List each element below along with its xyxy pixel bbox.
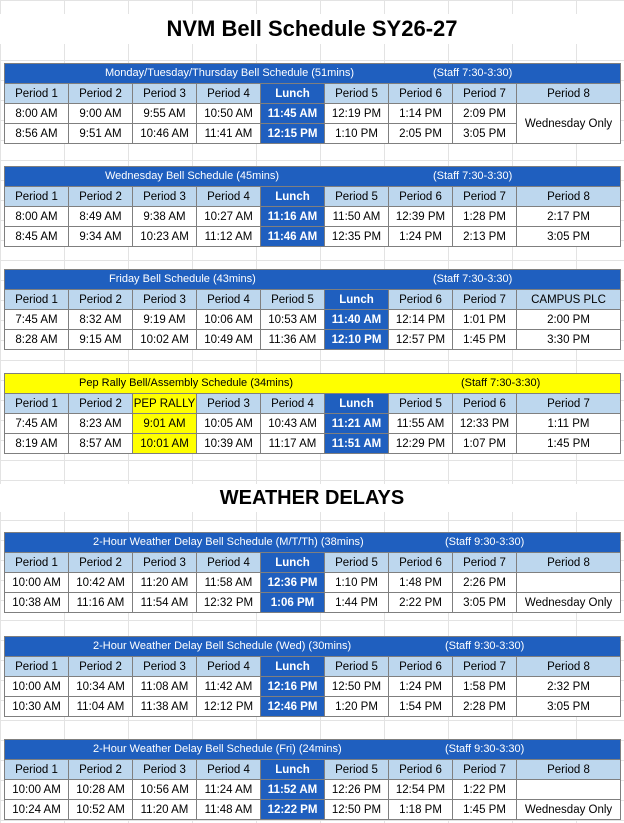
start-time-row [5,677,621,697]
start-time-row [5,414,621,434]
time-cell: 1:14 PM [389,104,453,124]
pep-rally-header: PEP RALLY [133,394,197,414]
time-cell: 10:49 AM [197,330,261,350]
time-cell: 11:36 AM [261,330,325,350]
time-cell: 9:15 AM [69,330,133,350]
time-cell: 1:01 PM [453,310,517,330]
end-time-row [5,330,621,350]
schedule-header-row [5,637,621,657]
time-cell: 9:00 AM [69,104,133,124]
time-cell: 10:53 AM [261,310,325,330]
schedule-header-row [5,533,621,553]
schedule-header [5,270,621,290]
period-header: Period 6 [389,657,453,677]
time-cell: 10:52 AM [69,800,133,820]
staff-hours: (Staff 9:30-3:30) [445,536,525,548]
time-cell: 1:20 PM [325,697,389,717]
staff-hours: (Staff 7:30-3:30) [433,170,513,182]
period-header: Period 2 [69,290,133,310]
schedule-header-row [5,270,621,290]
schedule-header [5,637,621,657]
time-cell: 11:50 AM [325,207,389,227]
time-cell: 11:08 AM [133,677,197,697]
bell-schedule-table [4,166,621,247]
time-cell: 2:28 PM [453,697,517,717]
period-header: Period 2 [69,187,133,207]
time-cell: 7:45 AM [5,310,69,330]
time-cell: 9:34 AM [69,227,133,247]
lunch-header: Lunch [261,84,325,104]
time-cell: 10:30 AM [5,697,69,717]
period-header-row [5,657,621,677]
lunch-time-cell: 12:36 PM [261,573,325,593]
time-cell: 1:22 PM [453,780,517,800]
time-cell: 10:28 AM [69,780,133,800]
period-header: Period 6 [453,394,517,414]
time-cell: 1:28 PM [453,207,517,227]
lunch-time-cell: 11:52 AM [261,780,325,800]
period-header: Period 7 [453,84,517,104]
time-cell: 11:24 AM [197,780,261,800]
lunch-time-cell: 12:15 PM [261,124,325,144]
period-header: Period 8 [517,187,621,207]
bell-schedule-table [4,636,621,717]
time-cell: 12:50 PM [325,800,389,820]
period-header: Period 7 [453,290,517,310]
period-header: Period 4 [197,760,261,780]
period-header: Period 6 [389,84,453,104]
time-cell: 9:01 AM [133,414,197,434]
staff-hours: (Staff 9:30-3:30) [445,640,525,652]
period-header: Period 6 [389,553,453,573]
time-cell: 10:02 AM [133,330,197,350]
note-cell: Wednesday Only [517,104,621,144]
time-cell: 10:27 AM [197,207,261,227]
lunch-time-cell: 11:40 AM [325,310,389,330]
time-cell: 7:45 AM [5,414,69,434]
end-time-row [5,697,621,717]
time-cell: 2:05 PM [389,124,453,144]
time-cell: 8:56 AM [5,124,69,144]
time-cell: 10:00 AM [5,677,69,697]
time-cell: 1:45 PM [453,330,517,350]
schedule-title: Wednesday Bell Schedule (45mins) [105,170,280,182]
time-cell: 1:24 PM [389,677,453,697]
time-cell: 11:16 AM [69,593,133,613]
page-title: NVM Bell Schedule SY26-27 [0,14,624,44]
time-cell: 12:50 PM [325,677,389,697]
schedule-title: Monday/Tuesday/Thursday Bell Schedule (51mins) [105,67,355,79]
period-header-row [5,394,621,414]
time-cell: 8:32 AM [69,310,133,330]
schedule-title: 2-Hour Weather Delay Bell Schedule (Wed) (30mins) [93,640,352,652]
time-cell: Wednesday Only [517,593,621,613]
start-time-row [5,104,621,124]
period-header: Period 5 [325,657,389,677]
time-cell: 11:41 AM [197,124,261,144]
time-cell: 3:05 PM [453,593,517,613]
bell-schedule-table [4,739,621,820]
time-cell: 10:00 AM [5,573,69,593]
time-cell: 12:26 PM [325,780,389,800]
period-header: Period 6 [389,187,453,207]
time-cell: 2:26 PM [453,573,517,593]
time-cell: 8:00 AM [5,207,69,227]
end-time-row [5,800,621,820]
lunch-time-cell: 12:22 PM [261,800,325,820]
time-cell: 11:20 AM [133,800,197,820]
time-cell: 11:55 AM [389,414,453,434]
period-header: Period 2 [69,394,133,414]
schedule-header [5,374,621,394]
time-cell: 12:39 PM [389,207,453,227]
time-cell [517,780,621,800]
period-header: Period 1 [5,290,69,310]
time-cell: 10:24 AM [5,800,69,820]
time-cell: 1:45 PM [453,800,517,820]
time-cell: 9:55 AM [133,104,197,124]
schedule-header-row [5,167,621,187]
time-cell: 11:20 AM [133,573,197,593]
period-header: Period 3 [133,553,197,573]
period-header: Period 7 [453,187,517,207]
lunch-time-cell: 12:16 PM [261,677,325,697]
time-cell: 10:06 AM [197,310,261,330]
time-cell: 2:13 PM [453,227,517,247]
time-cell: 12:12 PM [197,697,261,717]
lunch-header: Lunch [261,187,325,207]
time-cell: 10:34 AM [69,677,133,697]
start-time-row [5,310,621,330]
schedule-header [5,533,621,553]
time-cell: 8:57 AM [69,434,133,454]
start-time-row [5,573,621,593]
time-cell: 10:50 AM [197,104,261,124]
time-cell: 9:38 AM [133,207,197,227]
period-header: Period 3 [133,657,197,677]
period-header: Period 5 [325,84,389,104]
schedule-title: 2-Hour Weather Delay Bell Schedule (M/T/Th) (38mins) [93,536,364,548]
lunch-time-cell: 11:21 AM [325,414,389,434]
lunch-time-cell: 11:51 AM [325,434,389,454]
period-header: Period 2 [69,657,133,677]
lunch-time-cell: 12:46 PM [261,697,325,717]
time-cell: 8:49 AM [69,207,133,227]
period-header-row [5,84,621,104]
time-cell: 10:23 AM [133,227,197,247]
schedule-header [5,740,621,760]
period-header-row [5,553,621,573]
staff-hours: (Staff 7:30-3:30) [461,377,541,389]
schedule-header-row [5,740,621,760]
lunch-time-cell: 11:16 AM [261,207,325,227]
lunch-time-cell: 11:45 AM [261,104,325,124]
period-header: Period 8 [517,553,621,573]
time-cell: 12:35 PM [325,227,389,247]
time-cell: Wednesday Only [517,800,621,820]
time-cell: 1:58 PM [453,677,517,697]
time-cell: 3:05 PM [517,697,621,717]
period-header: Period 3 [197,394,261,414]
time-cell: 1:18 PM [389,800,453,820]
period-header: Period 3 [133,760,197,780]
period-header: Period 4 [197,187,261,207]
schedule-title: Pep Rally Bell/Assembly Schedule (34mins) [79,377,293,389]
start-time-row [5,207,621,227]
period-header: Period 5 [325,187,389,207]
time-cell: 9:19 AM [133,310,197,330]
period-header: Period 8 [517,760,621,780]
period-header: Period 2 [69,760,133,780]
lunch-header: Lunch [325,290,389,310]
period-header: Period 1 [5,657,69,677]
time-cell: 12:54 PM [389,780,453,800]
time-cell: 1:10 PM [325,573,389,593]
period-header: Period 5 [261,290,325,310]
time-cell: 8:45 AM [5,227,69,247]
period-header: Period 7 [453,657,517,677]
period-header: Period 1 [5,84,69,104]
time-cell: 10:56 AM [133,780,197,800]
time-cell: 11:48 AM [197,800,261,820]
time-cell: 1:24 PM [389,227,453,247]
time-cell: 8:28 AM [5,330,69,350]
schedule-header [5,167,621,187]
schedule-title: Friday Bell Schedule (43mins) [109,273,256,285]
staff-hours: (Staff 7:30-3:30) [433,273,513,285]
weather-delays-heading: WEATHER DELAYS [0,484,624,512]
time-cell: 11:54 AM [133,593,197,613]
bell-schedule-table [4,269,621,350]
time-cell: 8:00 AM [5,104,69,124]
time-cell: 12:19 PM [325,104,389,124]
period-header: Period 7 [453,760,517,780]
time-cell: 3:05 PM [453,124,517,144]
time-cell: 12:14 PM [389,310,453,330]
time-cell: 11:04 AM [69,697,133,717]
period-header: Period 8 [517,84,621,104]
lunch-header: Lunch [261,553,325,573]
time-cell: 1:11 PM [517,414,621,434]
time-cell: 1:54 PM [389,697,453,717]
period-header: Period 3 [133,290,197,310]
time-cell: 10:01 AM [133,434,197,454]
bell-schedule-table [4,373,621,454]
time-cell: 10:38 AM [5,593,69,613]
time-cell: 10:46 AM [133,124,197,144]
period-header: Period 8 [517,657,621,677]
schedule-header [5,64,621,84]
time-cell: 12:33 PM [453,414,517,434]
time-cell: 2:22 PM [389,593,453,613]
period-header: Period 1 [5,394,69,414]
period-header: Period 4 [197,290,261,310]
period-header: Period 7 [453,553,517,573]
period-header: Period 4 [197,553,261,573]
time-cell: 10:00 AM [5,780,69,800]
lunch-header: Lunch [325,394,389,414]
period-header: Period 4 [197,657,261,677]
staff-hours: (Staff 9:30-3:30) [445,743,525,755]
time-cell: 8:23 AM [69,414,133,434]
time-cell: 9:51 AM [69,124,133,144]
time-cell: 1:07 PM [453,434,517,454]
time-cell: 3:05 PM [517,227,621,247]
time-cell: 10:42 AM [69,573,133,593]
period-header: Period 3 [133,187,197,207]
period-header: Period 5 [325,760,389,780]
period-header-row [5,760,621,780]
time-cell: 11:17 AM [261,434,325,454]
period-header: Period 2 [69,84,133,104]
time-cell: 12:29 PM [389,434,453,454]
time-cell: 10:43 AM [261,414,325,434]
schedule-header-row [5,374,621,394]
period-header: Period 2 [69,553,133,573]
time-cell: 10:39 AM [197,434,261,454]
period-header: CAMPUS PLC [517,290,621,310]
period-header: Period 6 [389,760,453,780]
end-time-row [5,227,621,247]
time-cell: 11:58 AM [197,573,261,593]
time-cell: 2:00 PM [517,310,621,330]
time-cell: 1:45 PM [517,434,621,454]
period-header-row [5,290,621,310]
time-cell [517,573,621,593]
period-header: Period 6 [389,290,453,310]
period-header: Period 1 [5,187,69,207]
lunch-header: Lunch [261,760,325,780]
lunch-header: Lunch [261,657,325,677]
period-header: Period 1 [5,760,69,780]
period-header: Period 1 [5,553,69,573]
time-cell: 11:38 AM [133,697,197,717]
time-cell: 12:32 PM [197,593,261,613]
time-cell: 8:19 AM [5,434,69,454]
time-cell: 2:32 PM [517,677,621,697]
period-header: Period 3 [133,84,197,104]
schedule-header-row [5,64,621,84]
lunch-time-cell: 11:46 AM [261,227,325,247]
lunch-time-cell: 12:10 PM [325,330,389,350]
period-header-row [5,187,621,207]
time-cell: 1:48 PM [389,573,453,593]
time-cell: 12:57 PM [389,330,453,350]
bell-schedule-table [4,532,621,613]
start-time-row [5,780,621,800]
period-header: Period 7 [517,394,621,414]
lunch-time-cell: 1:06 PM [261,593,325,613]
end-time-row [5,593,621,613]
bell-schedule-table [4,63,621,144]
time-cell: 3:30 PM [517,330,621,350]
time-cell: 1:44 PM [325,593,389,613]
end-time-row [5,434,621,454]
period-header: Period 4 [261,394,325,414]
time-cell: 10:05 AM [197,414,261,434]
period-header: Period 4 [197,84,261,104]
time-cell: 11:12 AM [197,227,261,247]
staff-hours: (Staff 7:30-3:30) [433,67,513,79]
schedule-title: 2-Hour Weather Delay Bell Schedule (Fri) (24mins) [93,743,342,755]
period-header: Period 5 [325,553,389,573]
period-header: Period 5 [389,394,453,414]
time-cell: 2:09 PM [453,104,517,124]
time-cell: 11:42 AM [197,677,261,697]
time-cell: 2:17 PM [517,207,621,227]
time-cell: 1:10 PM [325,124,389,144]
